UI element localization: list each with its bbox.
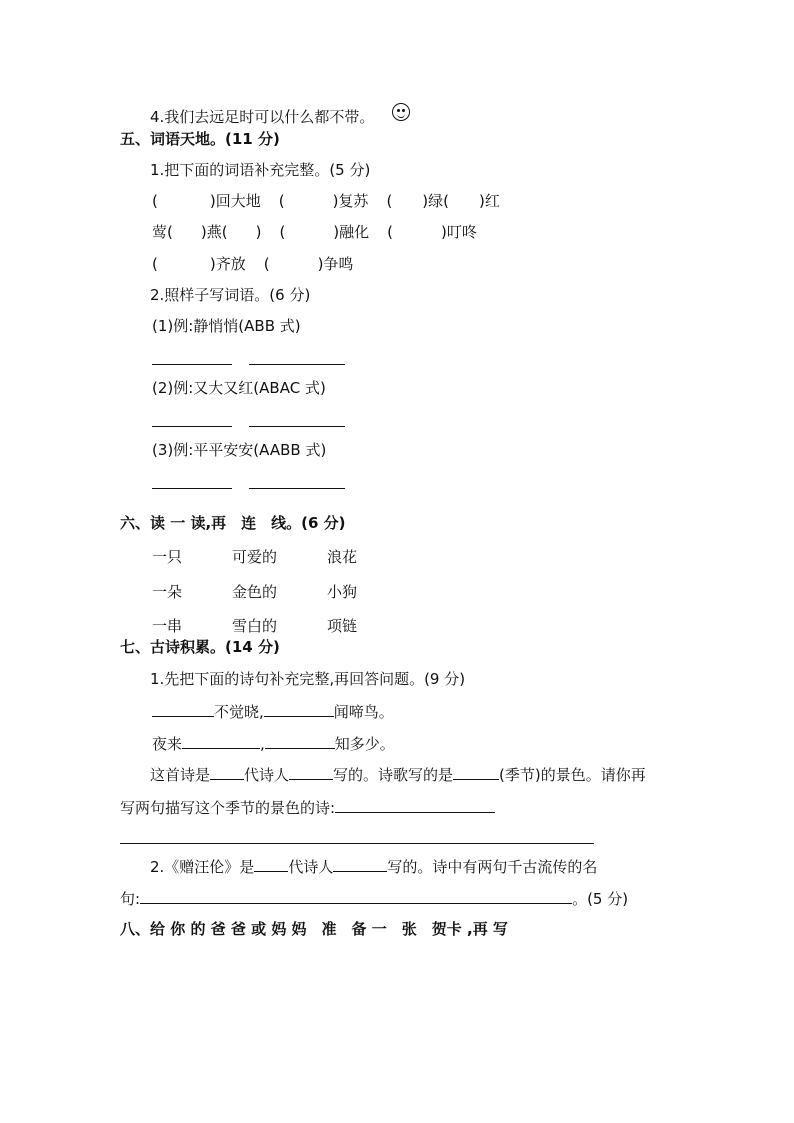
section-5-title: 五、词语天地。(11 分) [120,130,280,148]
answer-blank[interactable] [152,488,232,489]
answer-blank[interactable] [249,488,345,489]
example-1: (1)例:静悄悄(ABB 式) [152,317,301,335]
answer-blank[interactable] [264,700,334,717]
match-left[interactable]: 一只 [152,548,183,566]
match-right[interactable]: 小狗 [327,583,358,601]
answer-blank[interactable] [152,364,232,365]
poem-question: 这首诗是 代诗人 写的。诗歌写的是 (季节)的景色。请你再 [150,763,646,786]
answer-blank[interactable] [140,887,572,904]
answer-blank[interactable] [210,763,244,780]
face-icon [392,103,410,121]
answer-blank[interactable] [335,796,495,813]
match-right[interactable]: 浪花 [327,548,358,566]
match-left[interactable]: 一朵 [152,583,183,601]
match-middle[interactable]: 可爱的 [232,548,278,566]
poem-line-1: 不觉晓, 闻啼鸟。 [152,700,394,723]
answer-blank[interactable] [289,763,333,780]
poem-question-cont: 写两句描写这个季节的景色的诗: [120,796,495,819]
question-4: 4.我们去远足时可以什么都不带。 [150,108,375,126]
sec5-q2: 2.照样子写词语。(6 分) [150,286,311,304]
fill-row-3: ( )齐放 ( )争鸣 [152,255,354,273]
fill-row-2: 莺( )燕( ) ( )融化 ( )叮咚 [152,223,477,241]
answer-blank[interactable] [453,763,499,780]
match-middle[interactable]: 雪白的 [232,617,278,635]
answer-blank[interactable] [152,426,232,427]
answer-blank[interactable] [249,426,345,427]
section-8-title: 八、给 你 的 爸 爸 或 妈 妈 准 备 一 张 贺卡 ,再 写 [120,920,508,938]
answer-blank[interactable] [152,700,214,717]
poem-line-2: 夜来 , 知多少。 [152,732,395,755]
answer-blank[interactable] [249,364,345,365]
answer-blank[interactable] [265,732,335,749]
match-left[interactable]: 一串 [152,617,183,635]
match-middle[interactable]: 金色的 [232,583,278,601]
answer-blank[interactable] [182,732,260,749]
match-right[interactable]: 项链 [327,617,358,635]
sec7-q2-cont: 句: 。(5 分) [120,887,628,910]
example-3: (3)例:平平安安(AABB 式) [152,441,327,459]
sec5-q1: 1.把下面的词语补充完整。(5 分) [150,161,371,179]
sec7-q1: 1.先把下面的诗句补充完整,再回答问题。(9 分) [150,670,466,688]
example-2: (2)例:又大又红(ABAC 式) [152,379,326,397]
answer-blank[interactable] [333,855,387,872]
fill-row-1: ( )回大地 ( )复苏 ( )绿( )红 [152,192,500,210]
answer-blank[interactable] [120,843,594,844]
answer-blank[interactable] [254,855,288,872]
sec7-q2: 2.《赠汪伦》是 代诗人 写的。诗中有两句千古流传的名 [150,855,597,878]
section-6-title: 六、读 一 读,再 连 线。(6 分) [120,514,346,532]
section-7-title: 七、古诗积累。(14 分) [120,638,280,656]
